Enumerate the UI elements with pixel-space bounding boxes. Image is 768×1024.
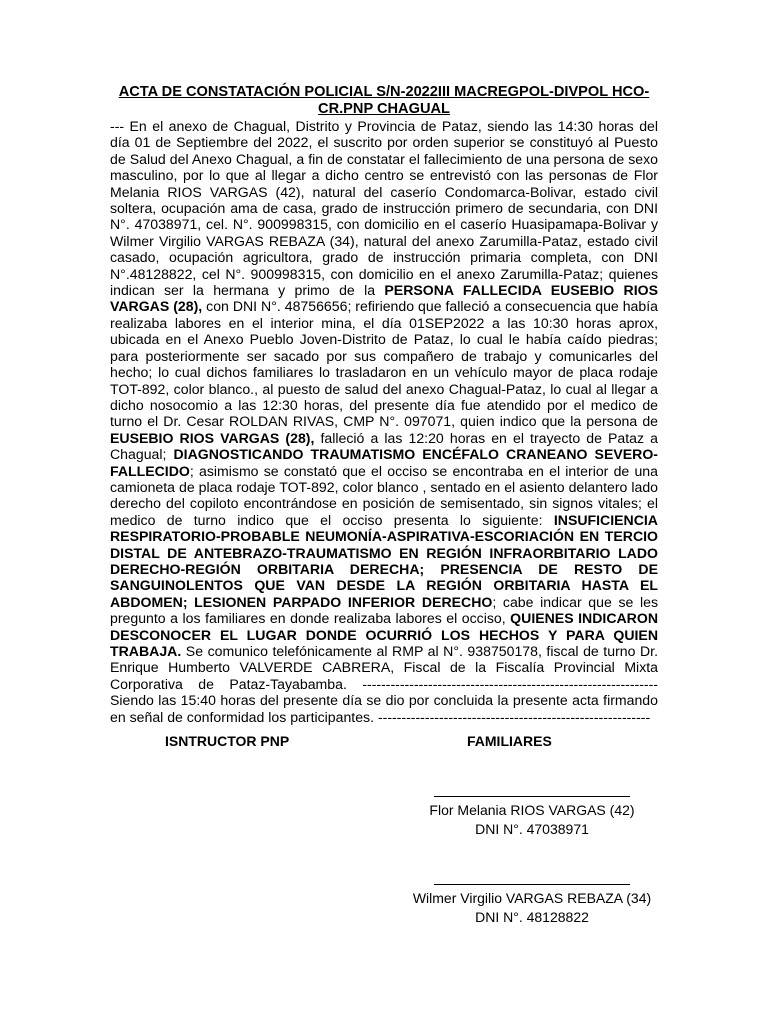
- signer-dni: DNI N°. 48128822: [475, 909, 589, 925]
- text-segment: --- En el anexo de Chagual, Distrito y Provincia de Pataz, siendo las 14:30 horas del día 01 de Septiembre del 2022, el suscrito por orden superior se constituyó al Puesto de Salud del Anexo Chagual, a fin de constatar el fallecimiento de una persona de sexo masculino, por lo que al llegar a dicho centro se entrevistó con las personas de Flor Melania RIOS VARGAS (42), natural del caserío Condomarca-Bolivar, estado civil soltera, ocupación ama de casa, grado de instrucción primero de secundaria, con DNI N°. 47038971, cel. N°. 900998315, con domicilio en el caserío Huasipamapa-Bolivar y Wilmer Virgilio VARGAS REBAZA (34), natural del anexo Zarumilla-Pataz, estado civil casado, ocupación agricultora, grado de instrucción primaria completa, con DNI N°.48128822, cel N°. 900998315, con domicilio en el anexo Zarumilla-Pataz; quienes indican ser la hermana y primo de la: [110, 118, 658, 299]
- instructor-label: ISNTRUCTOR PNP: [165, 733, 290, 749]
- bold-text-segment: INSUFICIENCIA RESPIRATORIO-PROBABLE NEUMONÍA-ASPIRATIVA-ESCORIACIÓN EN TERCIO DISTAL DE ANTEBRAZO-TRAUMATISMO EN REGIÓN INFRAORBITARIO LADO DERECHO-REGIÓN ORBITARIA DERECHA; PRESENCIA DE RESTO DE SANGUINOLENTOS QUE VAN DESDE LA REGIÓN ORBITARIA HASTA EL ABDOMEN; LESIONEN PARPADO INFERIOR DERECHO: [110, 511, 658, 610]
- signature-block-1: [372, 796, 692, 839]
- text-segment: con DNI N°. 48756656; refiriendo que falleció a consecuencia que había realizaba labores en el interior mina, el día 01SEP2022 a las 10:30 horas aprox, ubicada en el Anexo Pueblo Joven-Distrito de Pataz, lo cual le había caído piedras; para posteriormente ser sacado por sus compañero de trabajo y comunicarles del hecho; lo cual dichos familiares lo trasladaron en un vehículo mayor de placa rodaje TOT-892, color blanco., al puesto de salud del anexo Chagual-Pataz, lo cual al llegar a dicho nosocomio a las 12:30 horas, del presente día fue atendido por el medico de turno el Dr. Cesar ROLDAN RIVAS, CMP N°. 097071, quien indico que la persona de: [110, 298, 658, 430]
- text-segment: ; asimismo se constató que el occiso se encontraba en el interior de una camioneta de placa rodaje TOT-892, color blanco , sentado en el asiento delantero lado derecho del copiloto encontrándose en posición de semisentado, sin signos vitales; el medico de turno indico que el occiso presenta lo siguiente:: [110, 462, 658, 528]
- signature-line: [434, 796, 630, 797]
- bold-text-segment: PERSONA FALLECIDA EUSEBIO RIOS VARGAS (28),: [110, 282, 658, 315]
- document-title: [110, 84, 658, 118]
- bold-text-segment: EUSEBIO RIOS VARGAS (28),: [110, 429, 315, 446]
- signature-line: [434, 884, 630, 885]
- bold-text-segment: QUIENES INDICARON DESCONOCER EL LUGAR DONDE OCURRIÓ LOS HECHOS Y PARA QUIEN TRABAJA.: [110, 610, 658, 659]
- bold-text-segment: DIAGNOSTICANDO TRAUMATISMO ENCÉFALO CRANEANO SEVERO-FALLECIDO: [110, 446, 658, 479]
- text-segment: ; cabe indicar que se les pregunto a los familiares en donde realizaba labores el occiso,: [110, 593, 658, 627]
- signer-name: Flor Melania RIOS VARGAS (42): [429, 802, 635, 818]
- title-line-2: CR.PNP CHAGUAL: [318, 101, 450, 117]
- text-segment: Se comunico telefónicamente al RMP al N°. 938750178, fiscal de turno Dr. Enrique Humberto VALVERDE CABRERA, Fiscal de la Fiscalía Provincial Mixta Corporativa de Pataz-Tayabamba. --------------------------------------------------------------- Siendo las 15:40 horas del presente día se dio por concluida la presente acta firmando en señal de conformidad los participantes. ----------------------------------------------------------: [110, 643, 658, 725]
- signer-dni: DNI N°. 47038971: [475, 821, 589, 837]
- signature-block-2: [372, 884, 692, 927]
- signer-name: Wilmer Virgilio VARGAS REBAZA (34): [412, 890, 652, 906]
- title-line-1: ACTA DE CONSTATACIÓN POLICIAL S/N-2022III MACREGPOL-DIVPOL HCO-: [118, 84, 650, 100]
- text-segment: falleció a las 12:20 horas en el trayecto de Pataz a Chagual;: [110, 429, 659, 463]
- familiares-label: FAMILIARES: [467, 733, 552, 749]
- act-body-paragraph: [110, 118, 658, 725]
